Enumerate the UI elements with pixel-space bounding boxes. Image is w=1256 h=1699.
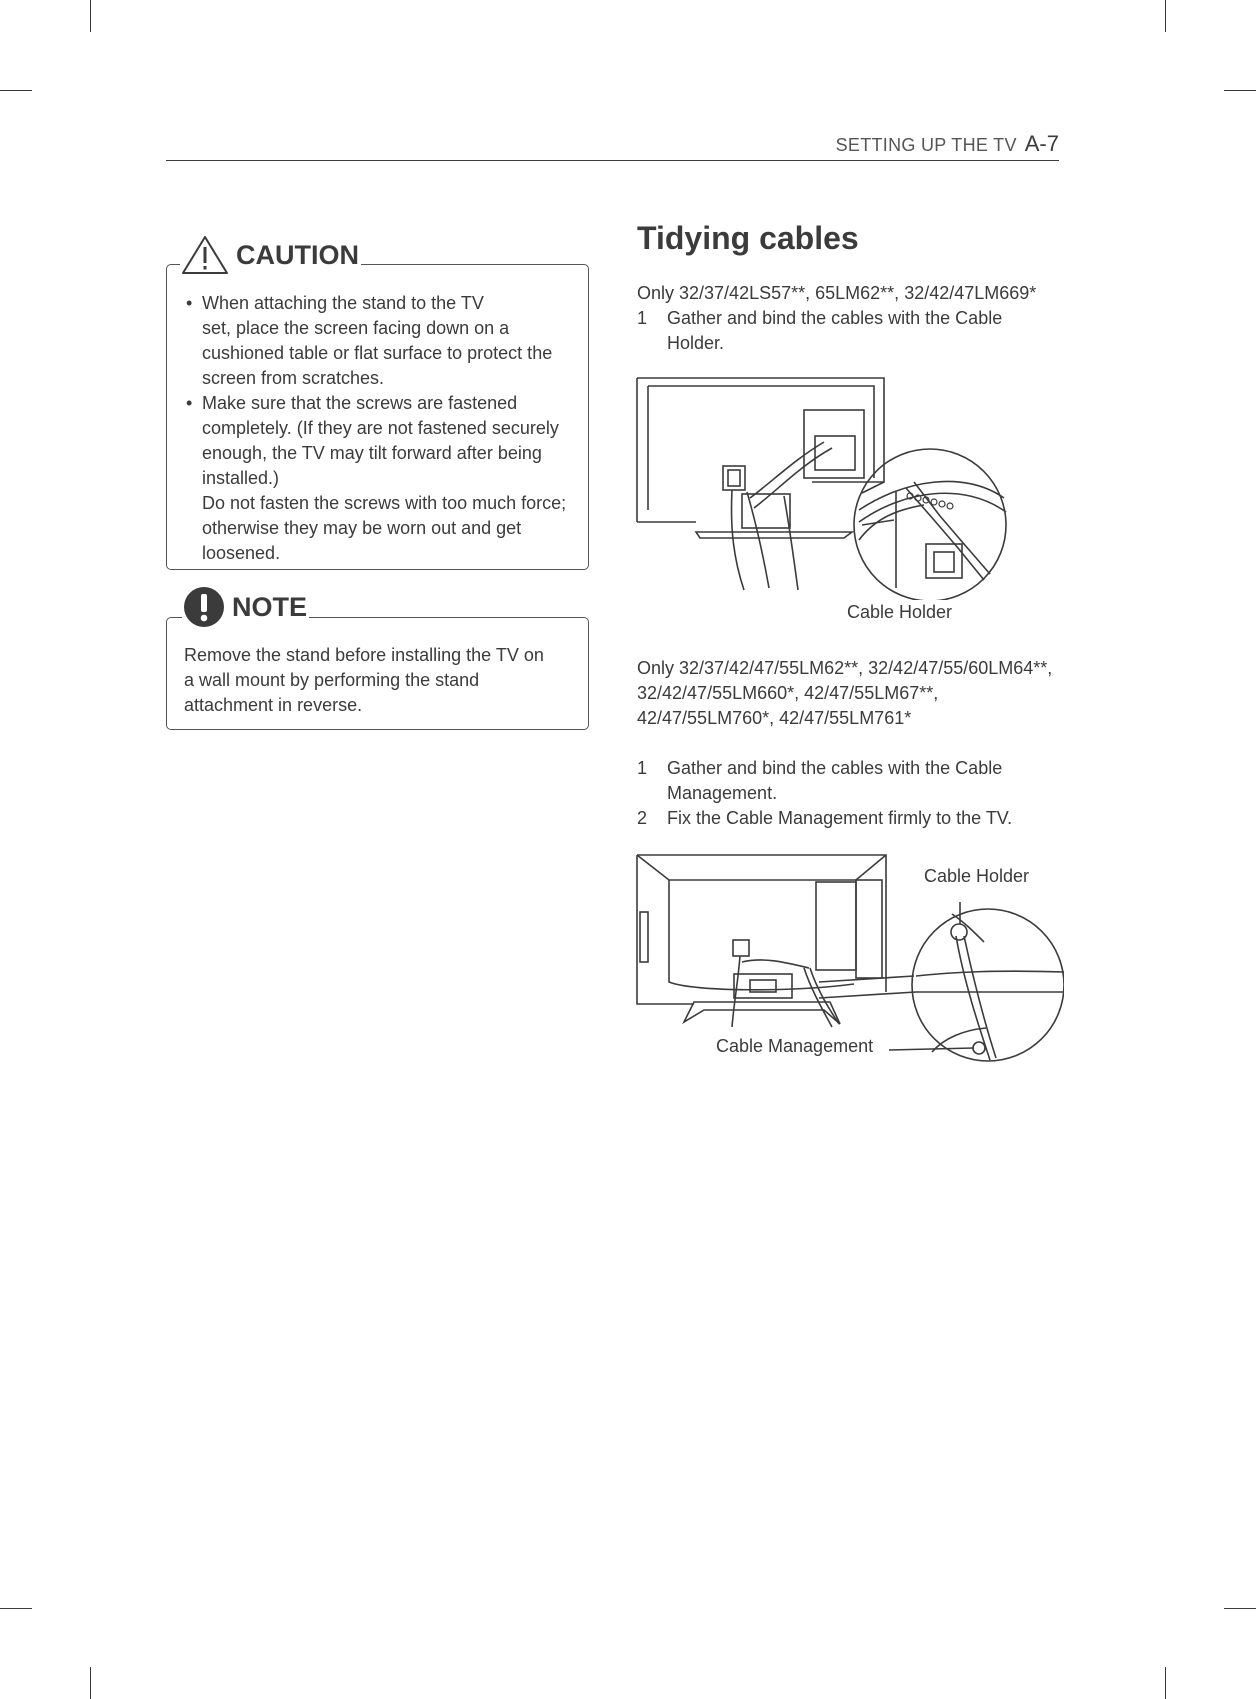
step-text: Fix the Cable Management firmly to the TV. <box>667 808 1013 828</box>
caution-item: • When attaching the stand to the TV set, place the screen facing down on a cushioned table or flat surface to protect the screen from scratches. <box>184 291 576 391</box>
crop-mark <box>1165 1667 1166 1699</box>
caution-item: • Make sure that the screws are fastened completely. (If they are not fastened securely enough, the TV may tilt forward after being installed.) Do not fasten the screws with too much force; otherwise they may be worn out and get loosened. <box>184 391 576 566</box>
step-number: 2 <box>637 808 648 828</box>
models-list-2: Only 32/37/42/47/55LM62**, 32/42/47/55/60LM64**, 32/42/47/55LM660*, 42/47/55LM67**, 42/47/55LM760*, 42/47/55LM761* <box>637 658 1053 728</box>
caution-heading <box>180 233 361 277</box>
header-rule <box>166 160 1059 161</box>
step-text: Gather and bind the cables with the Cable Holder. <box>667 308 1003 353</box>
figure1-label: Cable Holder <box>847 602 953 622</box>
section-title: SETTING UP THE TV <box>835 135 1017 155</box>
crop-mark <box>1165 0 1166 32</box>
page-header <box>166 131 1059 161</box>
crop-mark <box>1224 90 1256 91</box>
page-title: Tidying cables <box>637 220 859 256</box>
note-heading <box>182 585 309 629</box>
note-content <box>184 643 544 718</box>
crop-mark <box>0 1608 32 1609</box>
page-number: A-7 <box>1024 131 1059 156</box>
step-text: Gather and bind the cables with the Cable Management. <box>667 758 1003 803</box>
caution-title: CAUTION <box>236 239 359 270</box>
warning-triangle-icon <box>180 233 230 277</box>
note-title: NOTE <box>232 591 308 622</box>
crop-mark <box>90 1667 91 1699</box>
crop-mark <box>1224 1608 1256 1609</box>
step-number: 1 <box>637 758 648 778</box>
crop-mark <box>90 0 91 32</box>
note-text: Remove the stand before installing the TV on a wall mount by performing the stand attachment in reverse. <box>184 645 544 715</box>
step-item <box>637 306 1067 356</box>
figure2-label-management: Cable Management <box>716 1036 874 1056</box>
cable-holder-figure <box>634 370 1019 600</box>
models-list-1: Only 32/37/42LS57**, 65LM62**, 32/42/47LM669* <box>637 283 1037 303</box>
step-number: 1 <box>637 308 648 328</box>
step-item <box>637 806 1067 831</box>
step-item <box>637 756 1067 806</box>
exclamation-circle-icon <box>182 585 226 629</box>
crop-mark <box>0 90 32 91</box>
caution-content <box>184 291 576 566</box>
figure2-label-holder: Cable Holder <box>924 866 1030 886</box>
